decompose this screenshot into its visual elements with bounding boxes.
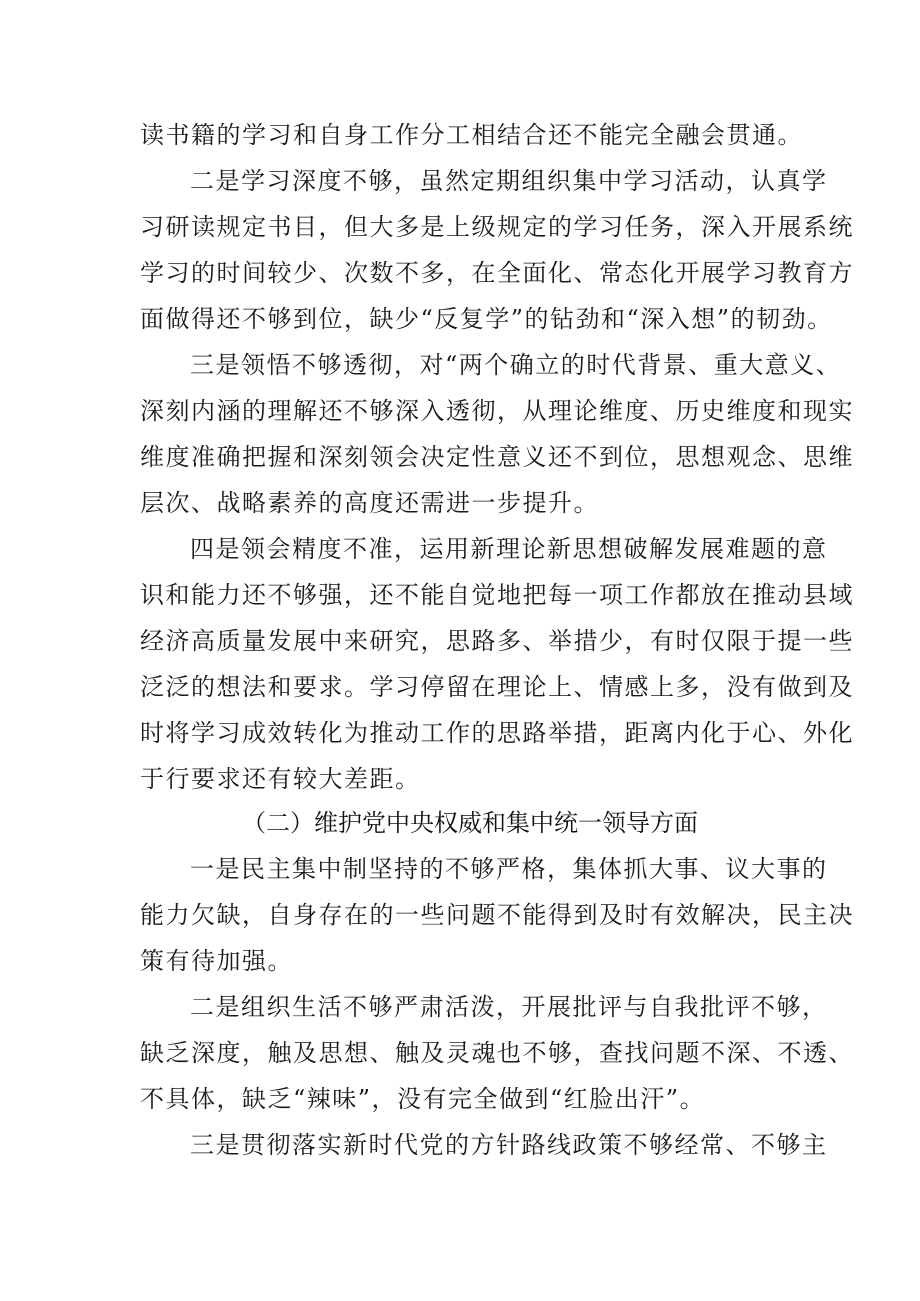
body-text-line: 学习的时间较少、次数不多，在全面化、常态化开展学习教育方	[140, 259, 854, 287]
paragraph-first-line: 二是学习深度不够，虽然定期组织集中学习活动，认真学	[190, 167, 828, 195]
body-text-line: 层次、战略素养的高度还需进一步提升。	[140, 489, 599, 517]
body-text-line: 于行要求还有较大差距。	[140, 765, 421, 793]
section-heading: （二）维护党中央权威和集中统一领导方面	[242, 809, 698, 837]
body-text-line: 能力欠缺，自身存在的一些问题不能得到及时有效解决，民主决	[140, 901, 854, 929]
body-text-line: 深刻内涵的理解还不够深入透彻，从理论维度、历史维度和现实	[140, 397, 854, 425]
body-text-line: 缺乏深度，触及思想、触及灵魂也不够，查找问题不深、不透、	[140, 1039, 854, 1067]
paragraph-first-line: 三是领悟不够透彻，对“两个确立的时代背景、重大意义、	[190, 351, 842, 379]
body-text-line: 读书籍的学习和自身工作分工相结合还不能完全融会贯通。	[140, 121, 803, 149]
paragraph-first-line: 一是民主集中制坚持的不够严格，集体抓大事、议大事的	[190, 855, 828, 883]
body-text-line: 不具体，缺乏“辣味”，没有完全做到“红脸出汗”。	[140, 1085, 706, 1113]
body-text-line: 识和能力还不够强，还不能自觉地把每一项工作都放在推动县域	[140, 581, 854, 609]
body-text-line: 时将学习成效转化为推动工作的思路举措，距离内化于心、外化	[140, 719, 854, 747]
body-text-line: 泛泛的想法和要求。学习停留在理论上、情感上多，没有做到及	[140, 673, 854, 701]
paragraph-first-line: 四是领会精度不准，运用新理论新思想破解发展难题的意	[190, 535, 828, 563]
paragraph-first-line: 二是组织生活不够严肃活泼，开展批评与自我批评不够，	[190, 993, 828, 1021]
body-text-line: 经济高质量发展中来研究，思路多、举措少，有时仅限于提一些	[140, 627, 854, 655]
body-text-line: 维度准确把握和深刻领会决定性意义还不到位，思想观念、思维	[140, 443, 854, 471]
body-text-line: 习研读规定书目，但大多是上级规定的学习任务，深入开展系统	[140, 213, 854, 241]
body-text-line: 策有待加强。	[140, 947, 293, 975]
body-text-line: 面做得还不够到位，缺少“反复学”的钻劲和“深入想”的韧劲。	[140, 305, 833, 333]
paragraph-first-line: 三是贯彻落实新时代党的方针路线政策不够经常、不够主	[190, 1131, 828, 1159]
